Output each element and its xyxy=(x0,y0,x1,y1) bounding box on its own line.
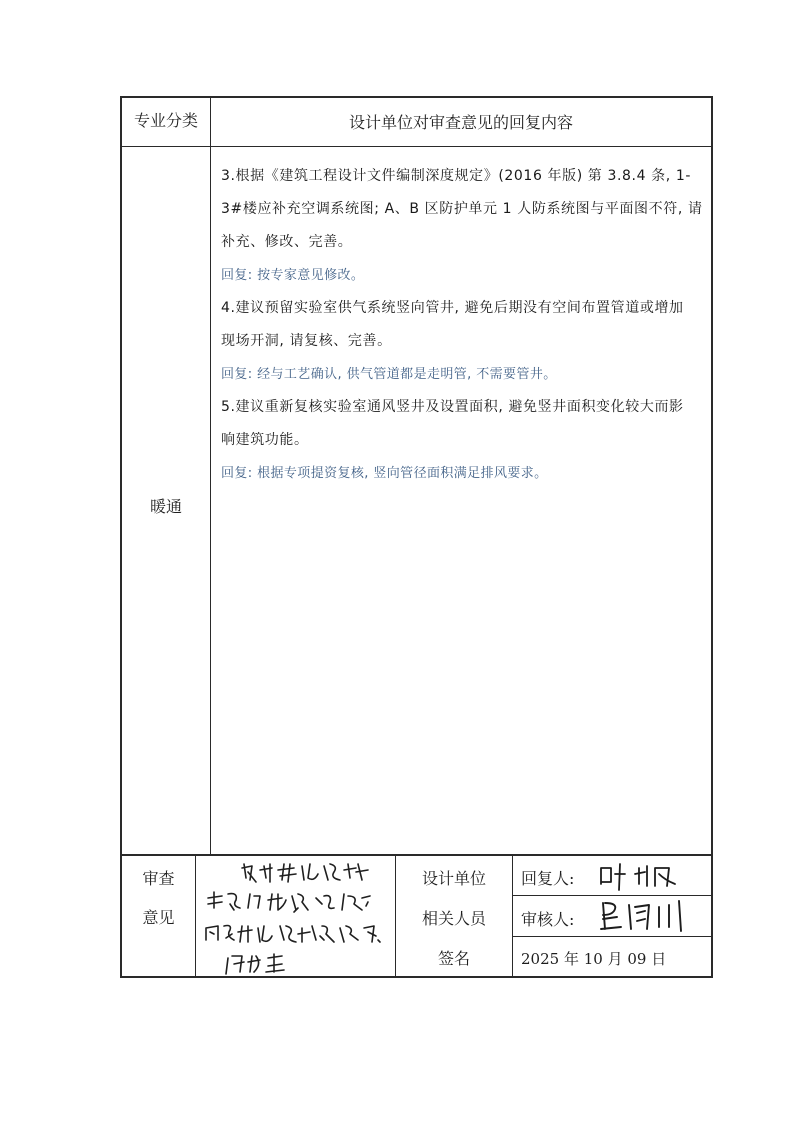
comment-line: 补充、修改、完善。 xyxy=(221,234,353,250)
footer-row-divider-1 xyxy=(512,895,712,896)
comment-line: 5.建议重新复核实验室通风竖井及设置面积, 避免竖井面积变化较大而影 xyxy=(221,399,684,415)
table-border-top xyxy=(120,96,713,98)
footer-divider-3 xyxy=(512,855,513,977)
replier-signature xyxy=(595,858,695,894)
checker-label: 审核人: xyxy=(521,910,575,929)
reply-text: 回复: 按专家意见修改。 xyxy=(221,268,365,283)
header-content-label: 设计单位对审查意见的回复内容 xyxy=(348,113,573,132)
comment-line: 4.建议预留实验室供气系统竖向管井, 避免后期没有空间布置管道或增加 xyxy=(221,300,684,316)
comment-item-5 xyxy=(221,391,709,490)
header-divider xyxy=(120,146,713,147)
table-border-left xyxy=(120,96,122,978)
checker-signature xyxy=(595,897,705,937)
column-divider xyxy=(210,96,211,855)
comment-item-4 xyxy=(221,292,709,391)
comment-line: 现场开洞, 请复核、完善。 xyxy=(221,333,392,349)
replier-label: 回复人: xyxy=(521,869,575,888)
sign-date: 2025 年 10 月 09 日 xyxy=(521,950,667,968)
review-label-1: 审查 xyxy=(142,869,175,888)
footer-divider-1 xyxy=(195,855,196,977)
table-border-right xyxy=(711,96,713,978)
reply-text: 回复: 经与工艺确认, 供气管道都是走明管, 不需要管井。 xyxy=(221,367,557,382)
review-label-2: 意见 xyxy=(142,908,175,927)
table-border-bottom xyxy=(120,976,713,978)
design-label-2: 相关人员 xyxy=(421,909,486,928)
comment-line: 3.根据《建筑工程设计文件编制深度规定》(2016 年版) 第 3.8.4 条, 1- xyxy=(221,168,691,184)
reply-text: 回复: 根据专项提资复核, 竖向管径面积满足排风要求。 xyxy=(221,466,548,481)
review-opinion-handwriting xyxy=(198,856,393,976)
design-label-3: 签名 xyxy=(437,949,470,968)
content-body xyxy=(221,160,709,490)
comment-line: 响建筑功能。 xyxy=(221,432,309,448)
comment-item-3 xyxy=(221,160,709,292)
header-category-label: 专业分类 xyxy=(133,111,198,130)
design-label-1: 设计单位 xyxy=(421,869,486,888)
discipline-label: 暖通 xyxy=(149,497,182,516)
comment-line: 3#楼应补充空调系统图; A、B 区防护单元 1 人防系统图与平面图不符, 请 xyxy=(221,201,703,217)
